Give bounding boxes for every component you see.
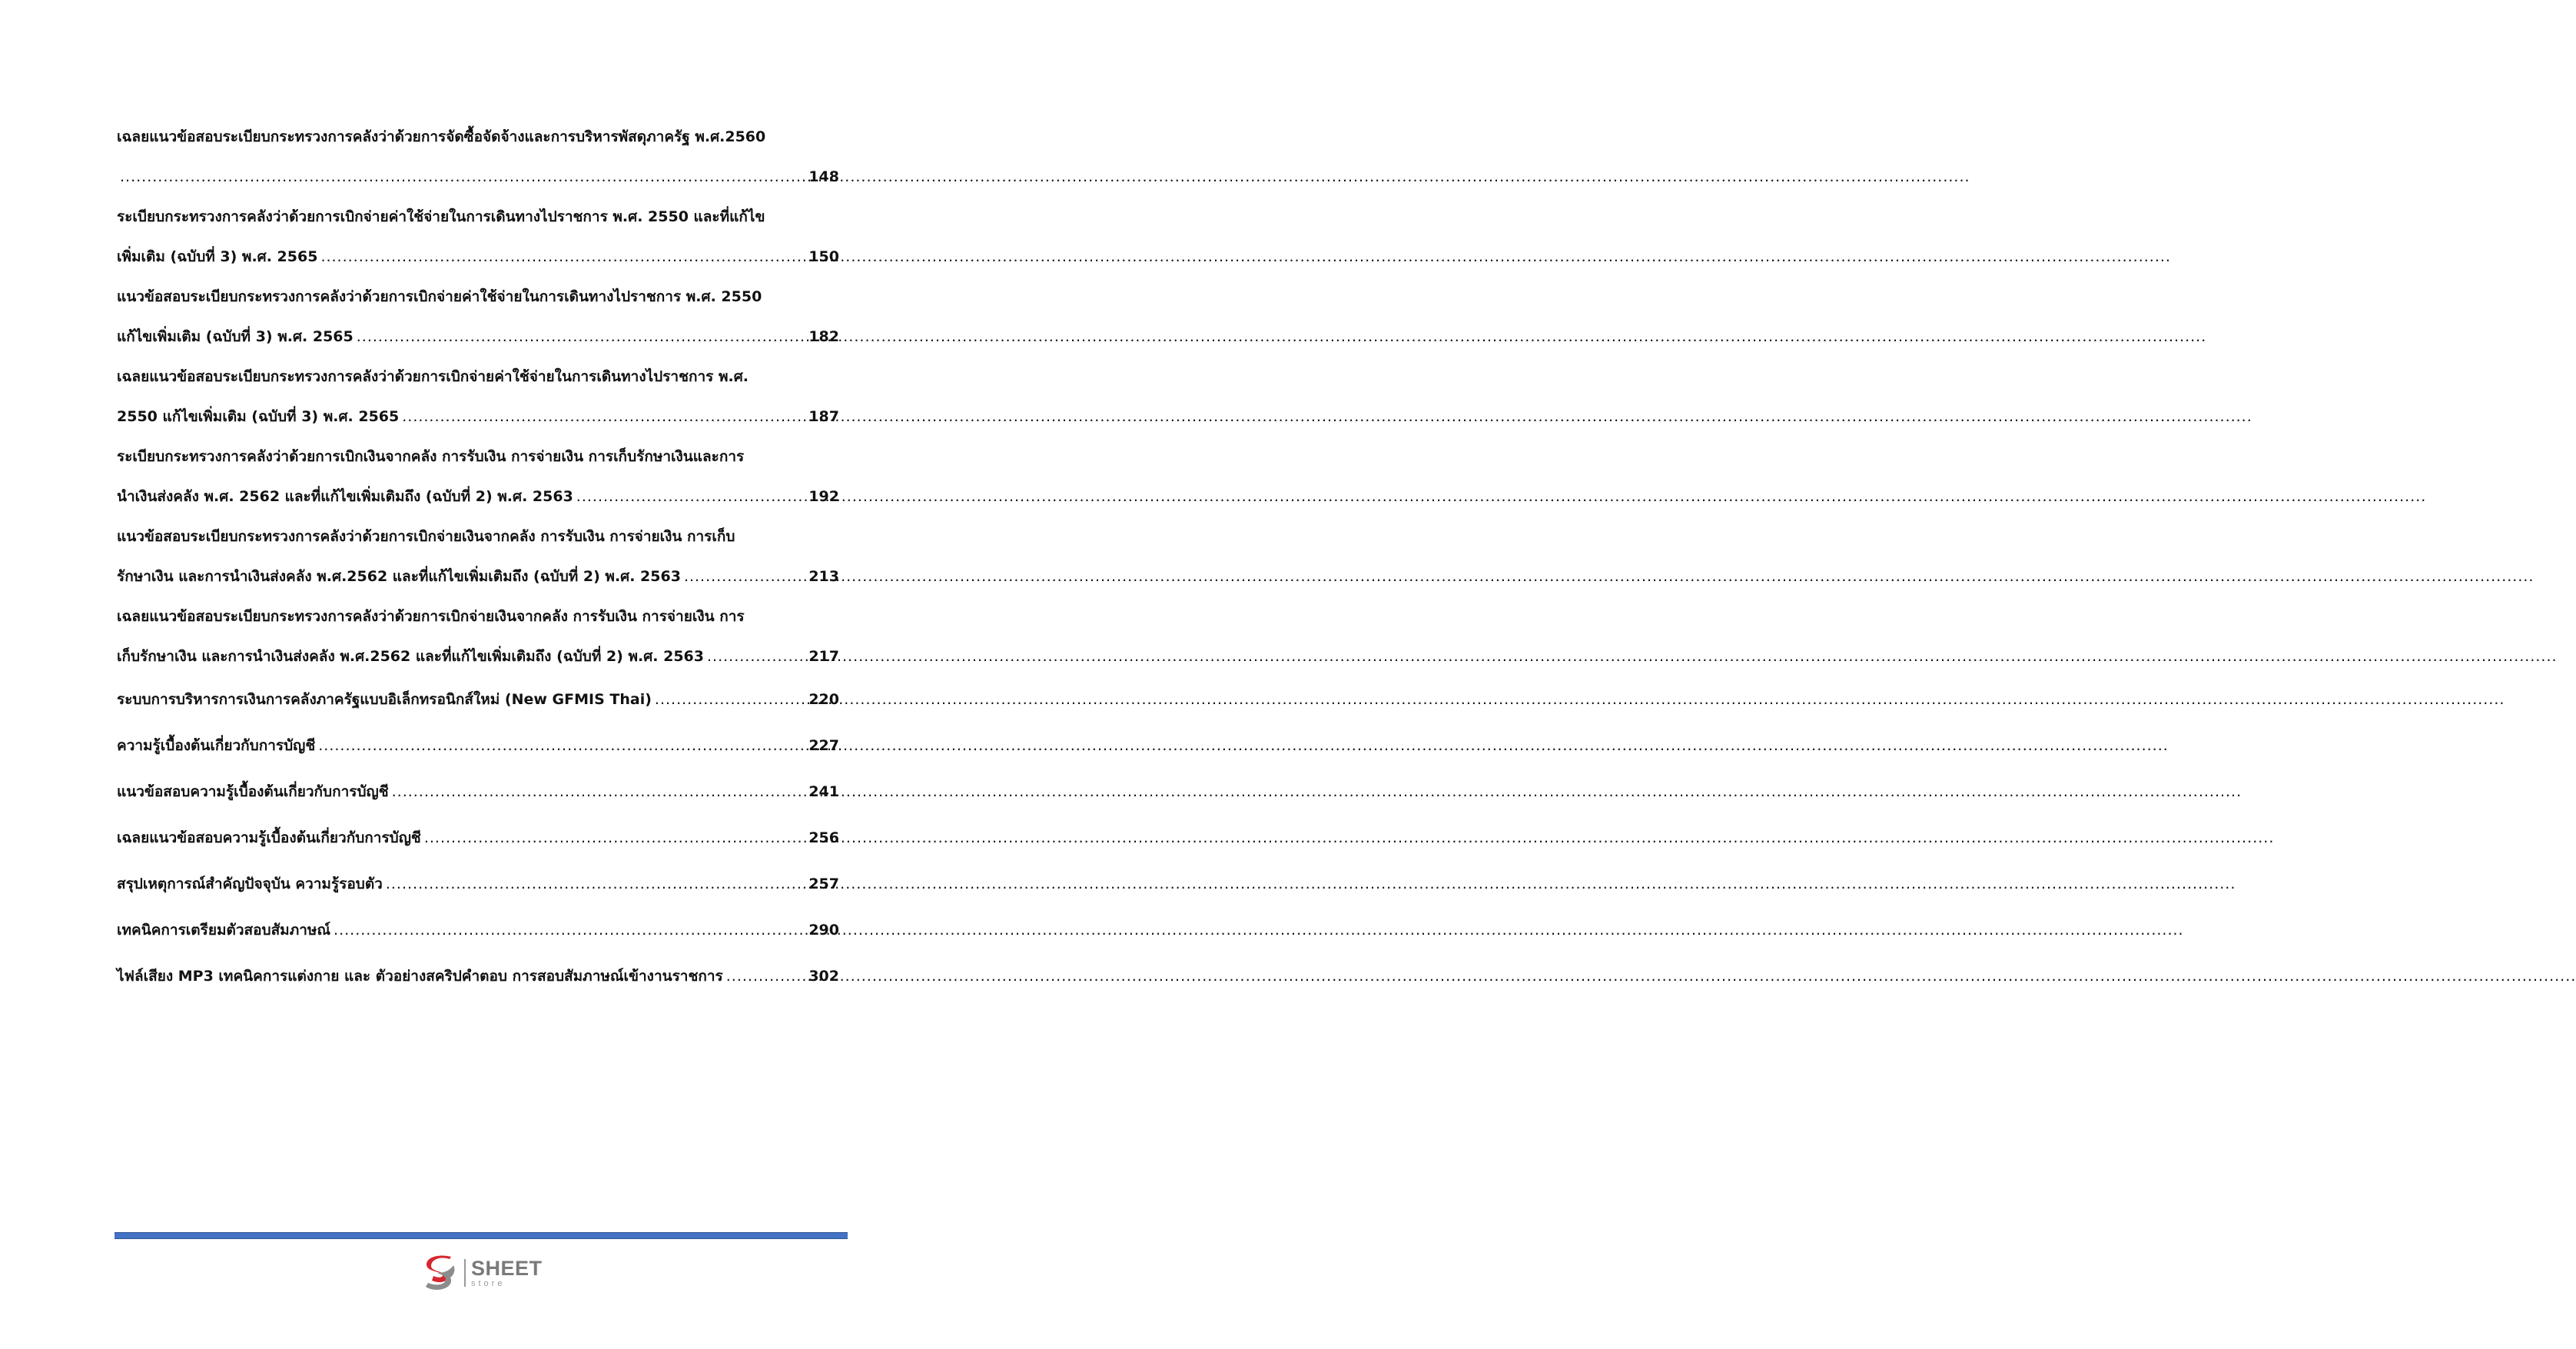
sheet-store-logo [424, 1253, 543, 1293]
footer-rule [115, 1232, 848, 1239]
toc-entry[interactable] [117, 437, 839, 517]
logo-sub-text: store [471, 1278, 506, 1288]
toc-entry-title-line2: รักษาเงิน และการนำเงินส่งคลัง พ.ศ.2562 และที่แก้ไขเพิ่มเติมถึง (ฉบับที่ 2) พ.ศ. 2563 [117, 568, 681, 585]
toc-entry-title-line2: 2550 แก้ไขเพิ่มเติม (ฉบับที่ 3) พ.ศ. 2565 [117, 408, 400, 425]
toc-entry-title-line1: แนวข้อสอบระเบียบกระทรวงการคลังว่าด้วยการเบิกจ่ายค่าใช้จ่ายในการเดินทางไปราชการ พ.ศ. 2550 [117, 288, 762, 305]
toc-entry-leader-line [117, 815, 839, 861]
toc-entry-leader-line [117, 157, 839, 197]
toc-entry-title-line2: เพิ่มเติม (ฉบับที่ 3) พ.ศ. 2565 [117, 248, 318, 265]
toc-entry-page-number: 150 [808, 248, 839, 265]
toc-entry-page-number: 148 [808, 168, 839, 185]
toc-entry-title-line1: เฉลยแนวข้อสอบระเบียบกระทรวงการคลังว่าด้วยการเบิกจ่ายค่าใช้จ่ายในการเดินทางไปราชการ พ.ศ. [117, 368, 749, 385]
toc-entry-page-number: 187 [808, 408, 839, 425]
toc-entry-page-number: 192 [808, 488, 839, 505]
toc-entry-leader-line [117, 907, 839, 953]
dot-leader [357, 317, 806, 357]
toc-entry-leader-line [117, 557, 839, 596]
toc-entry-leader-line [117, 676, 839, 723]
toc-entry-page-number: 241 [808, 783, 839, 800]
toc-entry-page-number: 302 [808, 968, 839, 985]
logo-separator [464, 1259, 466, 1287]
toc-entry[interactable] [117, 861, 839, 907]
dot-leader [726, 953, 806, 999]
toc-entry-page-number: 182 [808, 328, 839, 345]
toc-entry-page-number: 220 [808, 691, 839, 708]
sheet-store-logo-icon [424, 1254, 458, 1291]
toc-entry-title-line2: นำเงินส่งคลัง พ.ศ. 2562 และที่แก้ไขเพิ่มเติมถึง (ฉบับที่ 2) พ.ศ. 2563 [117, 488, 573, 505]
toc-entry-title: เฉลยแนวข้อสอบความรู้เบื้องต้นเกี่ยวกับการบัญชี [117, 829, 421, 846]
dot-leader [684, 557, 805, 596]
logo-wordmark [471, 1258, 543, 1288]
toc-entry-title: ระบบการบริหารการเงินการคลังภาครัฐแบบอิเล็กทรอนิกส์ใหม่ (New GFMIS Thai) [117, 691, 652, 708]
dot-leader [707, 636, 805, 676]
toc-entry-title-line1: ระเบียบกระทรวงการคลังว่าด้วยการเบิกเงินจากคลัง การรับเงิน การจ่ายเงิน การเก็บรักษาเงินและการ [117, 448, 745, 465]
toc-entry-leader-line [117, 397, 839, 437]
toc-entry-leader-line [117, 636, 839, 676]
toc-entry[interactable] [117, 953, 839, 999]
toc-entry[interactable] [117, 723, 839, 769]
toc-entry-leader-line [117, 861, 839, 907]
dot-leader [320, 237, 805, 277]
toc-entry-page-number: 257 [808, 876, 839, 892]
toc-entry-title: ไฟล์เสียง MP3 เทคนิคการแต่งกาย และ ตัวอย่างสคริปคำตอบ การสอบสัมภาษณ์เข้างานราชการ [117, 968, 723, 985]
toc-entry[interactable] [117, 117, 839, 197]
toc-entry-leader-line [117, 769, 839, 815]
toc-entry[interactable] [117, 769, 839, 815]
toc-entry-title: แนวข้อสอบความรู้เบื้องต้นเกี่ยวกับการบัญชี [117, 783, 389, 800]
dot-leader [402, 397, 805, 437]
toc-entry[interactable] [117, 907, 839, 953]
toc-entry-title-line1: เฉลยแนวข้อสอบระเบียบกระทรวงการคลังว่าด้วยการเบิกจ่ายเงินจากคลัง การรับเงิน การจ่ายเงิน การ [117, 608, 745, 625]
toc-entry-page-number: 290 [808, 922, 839, 939]
dot-leader [424, 815, 806, 861]
toc-entry-leader-line [117, 237, 839, 277]
toc-entry-page-number: 217 [808, 648, 839, 665]
dot-leader [120, 157, 805, 197]
toc-entry[interactable] [117, 197, 839, 277]
toc-entry[interactable] [117, 676, 839, 723]
toc-entry-page-number: 213 [808, 568, 839, 585]
toc-entry-title: เทคนิคการเตรียมตัวสอบสัมภาษณ์ [117, 922, 331, 939]
toc-entry-title: สรุปเหตุการณ์สำคัญปัจจุบัน ความรู้รอบตัว [117, 876, 383, 892]
toc-entry[interactable] [117, 277, 839, 357]
table-of-contents [117, 117, 839, 999]
dot-leader [655, 676, 805, 723]
toc-entry-leader-line [117, 477, 839, 517]
toc-entry-title-line2: เก็บรักษาเงิน และการนำเงินส่งคลัง พ.ศ.2562 และที่แก้ไขเพิ่มเติมถึง (ฉบับที่ 2) พ.ศ. 2563 [117, 648, 704, 665]
toc-entry-leader-line [117, 317, 839, 357]
toc-entry[interactable] [117, 357, 839, 437]
toc-entry-leader-line [117, 953, 839, 999]
dot-leader [334, 907, 805, 953]
toc-entry-leader-line [117, 723, 839, 769]
toc-entry-page-number: 256 [808, 829, 839, 846]
dot-leader [576, 477, 806, 517]
toc-entry[interactable] [117, 517, 839, 596]
toc-entry-title-line2: แก้ไขเพิ่มเติม (ฉบับที่ 3) พ.ศ. 2565 [117, 328, 354, 345]
toc-entry-title-line1: แนวข้อสอบระเบียบกระทรวงการคลังว่าด้วยการเบิกจ่ายเงินจากคลัง การรับเงิน การจ่ายเงิน การเก็บ [117, 528, 735, 545]
toc-entry-title-line1: ระเบียบกระทรวงการคลังว่าด้วยการเบิกจ่ายค่าใช้จ่ายในการเดินทางไปราชการ พ.ศ. 2550 และที่แก้ไข [117, 208, 765, 225]
dot-leader [392, 769, 806, 815]
toc-entry[interactable] [117, 596, 839, 676]
dot-leader [318, 723, 805, 769]
toc-entry-page-number: 227 [808, 737, 839, 754]
toc-entry[interactable] [117, 815, 839, 861]
toc-entry-title: ความรู้เบื้องต้นเกี่ยวกับการบัญชี [117, 737, 316, 754]
dot-leader [386, 861, 805, 907]
toc-entry-title-line1: เฉลยแนวข้อสอบระเบียบกระทรวงการคลังว่าด้วยการจัดซื้อจัดจ้างและการบริหารพัสดุภาครัฐ พ.ศ.2560 [117, 128, 766, 145]
logo-brand-text: SHEET [471, 1256, 543, 1280]
